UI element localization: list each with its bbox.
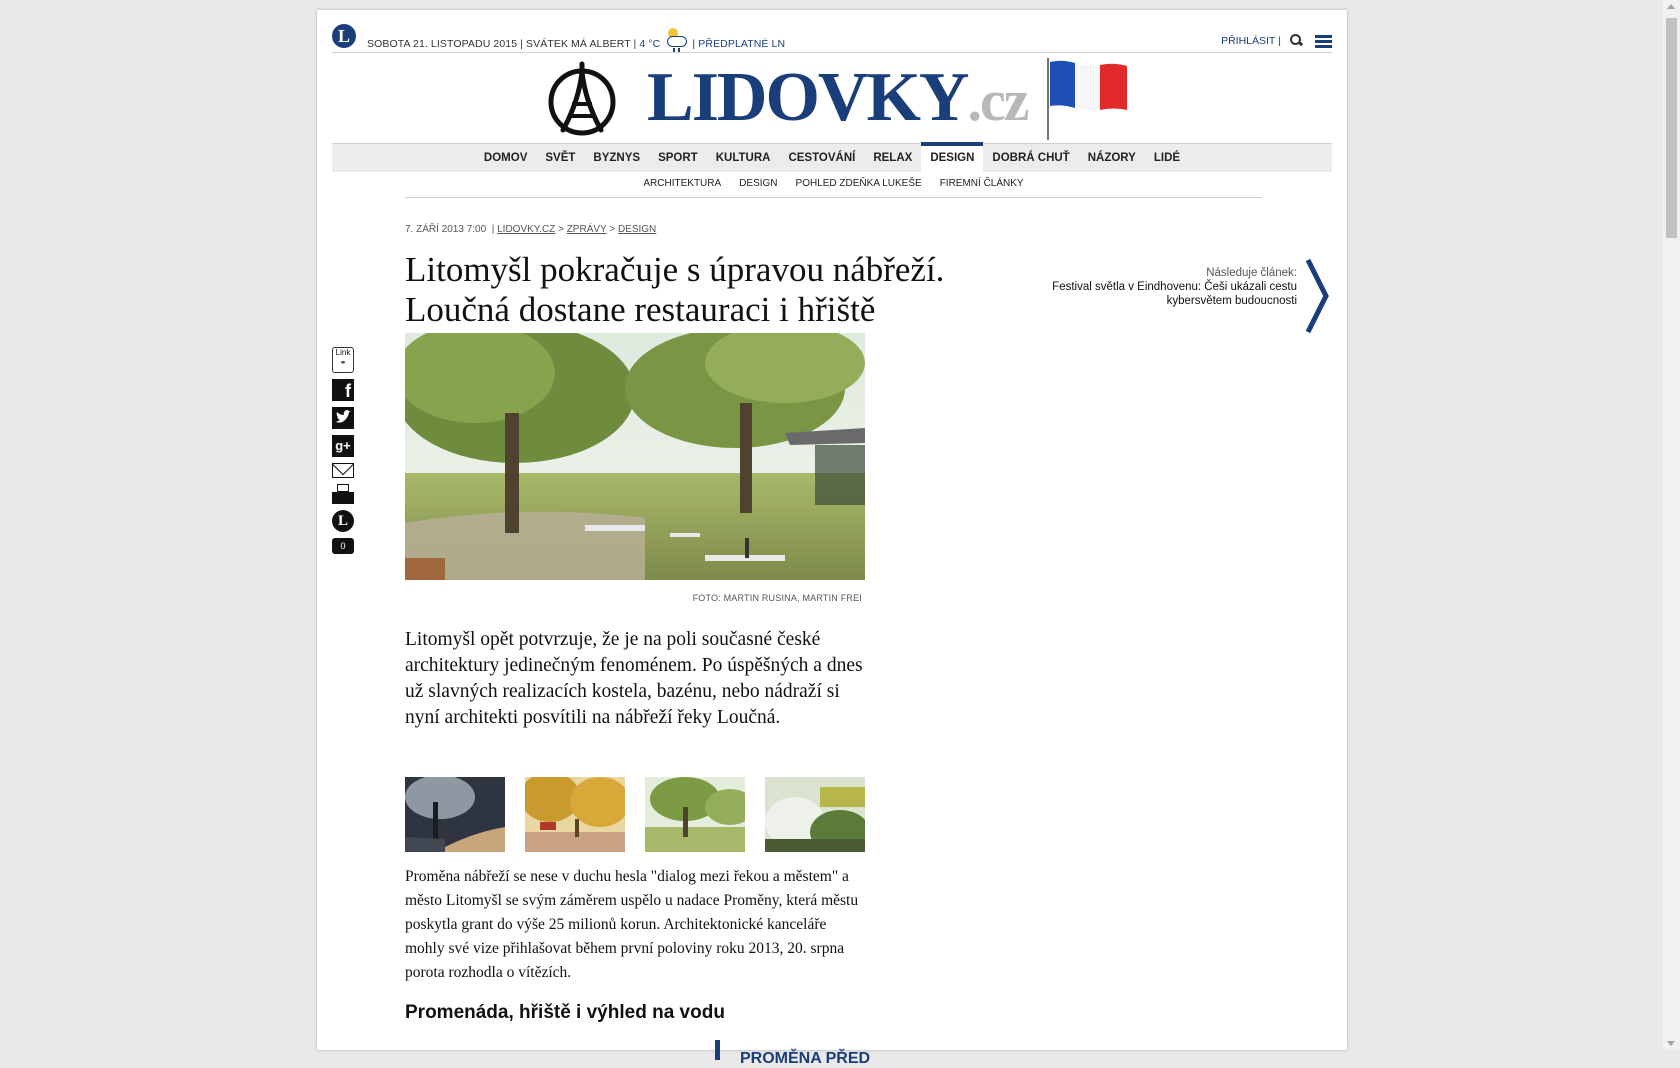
subnav-item-design[interactable]: DESIGN (739, 178, 778, 189)
nav-item-svět[interactable]: SVĚT (545, 152, 576, 164)
scroll-up-arrow-icon[interactable] (1667, 4, 1675, 9)
email-icon[interactable] (332, 463, 354, 478)
nav-item-domov[interactable]: DOMOV (483, 152, 528, 164)
nav-item-názory[interactable]: NÁZORY (1087, 152, 1136, 164)
quote-box-title: PROMĚNA PŘED (740, 1050, 871, 1067)
share-bar (332, 347, 356, 560)
subscription-link[interactable]: PŘEDPLATNÉ LN (698, 38, 786, 50)
subnav-item-firemní-články[interactable]: FIREMNÍ ČLÁNKY (939, 178, 1024, 189)
sub-nav (405, 173, 1262, 198)
quote-bar (715, 1040, 720, 1060)
login-link[interactable]: PŘIHLÁSIT (1221, 35, 1276, 47)
nav-item-relax[interactable]: RELAX (873, 152, 913, 164)
french-flag-icon (1047, 58, 1127, 140)
next-article[interactable] (1017, 266, 1297, 308)
photo-credit: FOTO: MARTIN RUSINA, MARTIN FREI (692, 593, 862, 603)
subnav-item-architektura[interactable]: ARCHITEKTURA (643, 178, 722, 189)
gallery-thumb[interactable] (525, 777, 625, 852)
nav-item-kultura[interactable]: KULTURA (715, 152, 771, 164)
nav-item-sport[interactable]: SPORT (658, 152, 698, 164)
date-info: SOBOTA 21. LISTOPADU 2015 | SVÁTEK MÁ ALBERT | 4 °C | PŘEDPLATNÉ LN (367, 34, 785, 50)
nav-item-byznys[interactable]: BYZNYS (593, 152, 641, 164)
scroll-thumb[interactable] (1666, 18, 1677, 238)
breadcrumb-design[interactable]: DESIGN (617, 224, 657, 235)
nav-item-design[interactable]: DESIGN (921, 142, 983, 174)
date-text: SOBOTA 21. LISTOPADU 2015 | SVÁTEK MÁ ALBERT | (367, 38, 637, 50)
twitter-icon[interactable] (332, 407, 354, 429)
photo-gallery (405, 777, 865, 852)
next-article-title: Festival světla v Eindhovenu: Češi ukázali cestu kybersvětem budoucnosti (1052, 281, 1297, 307)
logo-main: LIDOVKY (647, 59, 968, 136)
gallery-thumb[interactable] (405, 777, 505, 852)
next-article-label: Následuje článek: (1206, 267, 1297, 279)
top-bar (332, 20, 1332, 53)
nav-item-dobrá-chuť[interactable]: DOBRÁ CHUŤ (992, 152, 1070, 164)
facebook-icon[interactable]: f (332, 379, 354, 401)
google-plus-icon[interactable]: g+ (332, 435, 354, 457)
scroll-down-arrow-icon[interactable] (1667, 1041, 1675, 1046)
gallery-thumb[interactable] (765, 777, 865, 852)
breadcrumb-zpravy[interactable]: ZPRÁVY (566, 224, 607, 235)
article-date: 7. ZÁŘÍ 2013 7:00 (405, 224, 487, 235)
comments-icon[interactable]: 0 (332, 538, 354, 554)
subnav-item-pohled-zdeňka-lukeše[interactable]: POHLED ZDEŇKA LUKEŠE (795, 178, 922, 189)
peace-for-paris-icon (547, 60, 617, 140)
article-main-photo[interactable] (405, 333, 865, 580)
article-perex: Litomyšl opět potvrzuje, že je na poli současné české architektury jedinečným fenoménem. Po úspěšných a dnes už slavných realizacích kostela, bazénu, nebo nádraží si nyní architekti posvítili na nábřeží řeky Loučná. (405, 629, 863, 728)
gallery-thumb[interactable] (645, 777, 745, 852)
lidovky-share-icon[interactable]: L (332, 510, 354, 532)
article-subheading: Promenáda, hřiště i výhled na vodu (405, 1002, 725, 1023)
print-icon[interactable] (332, 484, 354, 504)
next-arrow-icon[interactable] (1302, 256, 1332, 336)
link-icon[interactable]: Link ⚭ (332, 347, 354, 373)
temperature[interactable]: 4 °C (639, 38, 661, 50)
page-scrollbar[interactable] (1663, 0, 1680, 1050)
lidovky-logo-icon[interactable]: L (332, 24, 356, 48)
search-icon[interactable] (1289, 34, 1303, 48)
site-logo[interactable] (647, 58, 1027, 138)
logo-suffix: .cz (967, 68, 1028, 133)
article-title: Litomyšl pokračuje s úpravou nábřeží. Loučná dostane restauraci i hřiště (405, 250, 945, 329)
main-nav (332, 143, 1332, 172)
hamburger-menu-icon[interactable] (1315, 35, 1332, 48)
nav-item-cestování[interactable]: CESTOVÁNÍ (788, 152, 856, 164)
page (317, 10, 1347, 1067)
article-meta: 7. ZÁŘÍ 2013 7:00 | LIDOVKY.CZ > ZPRÁVY > DESIGN (405, 224, 657, 235)
top-right-tools: PŘIHLÁSIT | (1221, 34, 1332, 48)
article-body-paragraph: Proměna nábřeží se nese v duchu hesla "dialog mezi řekou a městem" a město Litomyšl se svým záměrem uspělo u nadace Proměny, která městu poskytla grant do výše 25 milionů korun. Architektonické kanceláře mohly své vize přihlašovat během první poloviny roku 2013, 20. srpna porota rozhodla o vítězích. (405, 868, 859, 981)
nav-item-lidé[interactable]: LIDÉ (1153, 152, 1181, 164)
weather-icon (665, 34, 687, 50)
breadcrumb-lidovky[interactable]: LIDOVKY.CZ (497, 224, 556, 235)
